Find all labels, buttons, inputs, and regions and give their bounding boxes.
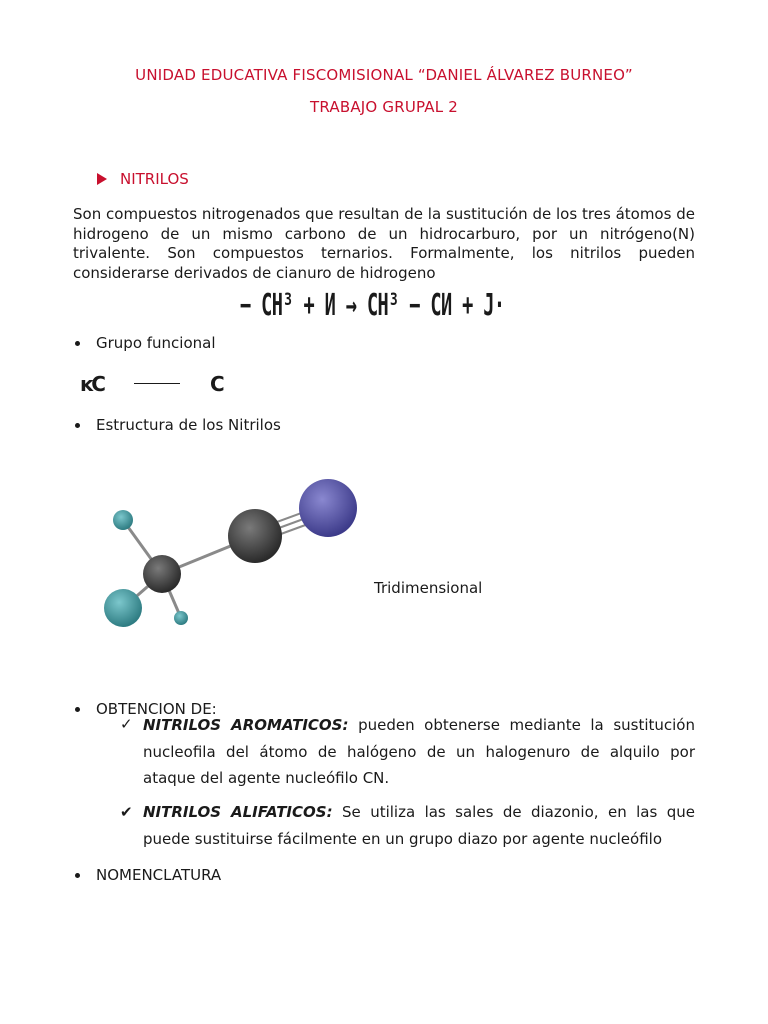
bullet-dot-icon: [75, 873, 80, 878]
arrow-bullet-icon: [97, 173, 107, 185]
triple-bond-line: [134, 383, 180, 384]
molecule-caption: Tridimensional: [374, 579, 483, 597]
document-subtitle: TRABAJO GRUPAL 2: [309, 98, 459, 116]
obtencion-item-aromaticos: [143, 712, 695, 792]
bullet-dot-icon: [75, 707, 80, 712]
bullet-estructura: Estructura de los Nitrilos: [96, 416, 281, 434]
nitrile-molecule-model: [90, 470, 370, 640]
hydrogen-atom: [113, 510, 133, 530]
bullet-obtencion: OBTENCION DE:: [96, 700, 217, 718]
obtencion-item-text: pueden obtenerse mediante la sustitución nucleofila del átomo de halógeno de un halogenuro de alquilo por ataque del agente nucleófilo CN.: [143, 716, 695, 787]
section-heading: NITRILOS: [120, 170, 189, 188]
reaction-formula: − CH³ + И → CH³ − CИ + J·: [240, 288, 505, 323]
bullet-dot-icon: [75, 341, 80, 346]
obtencion-item-title: NITRILOS AROMATICOS:: [143, 716, 349, 734]
nitrogen-atom: [299, 479, 357, 537]
checkmark-icon: ✓: [120, 715, 133, 733]
functional-group-left: ĸC: [80, 372, 104, 396]
obtencion-item-text: Se utiliza las sales de diazonio, en las que puede sustituirse fácilmente en un grupo diazo por agente nucleófilo: [143, 803, 695, 848]
obtencion-item-title: NITRILOS ALIFATICOS:: [143, 803, 333, 821]
hydrogen-atom: [174, 611, 188, 625]
carbon-atom: [228, 509, 282, 563]
hydrogen-atom: [104, 589, 142, 627]
functional-group-right: C: [210, 372, 225, 396]
intro-paragraph: Son compuestos nitrogenados que resultan de la sustitución de los tres átomos de hidrogeno de un mismo carbono de un hidrocarburo, por un nitrógeno(N) trivalente. Son compuestos ternarios. Formalmente, los nitrilos pueden considerarse derivados de cianuro de hidrogeno: [73, 205, 695, 282]
bullet-dot-icon: [75, 423, 80, 428]
bullet-nomenclatura: NOMENCLATURA: [96, 866, 222, 884]
bullet-grupo-funcional: Grupo funcional: [96, 334, 216, 352]
obtencion-item-alifaticos: [143, 799, 695, 852]
checkmark-icon: ✔: [120, 803, 133, 821]
document-title: UNIDAD EDUCATIVA FISCOMISIONAL “DANIEL ÁLVAREZ BURNEO”: [135, 66, 633, 84]
carbon-atom: [143, 555, 181, 593]
